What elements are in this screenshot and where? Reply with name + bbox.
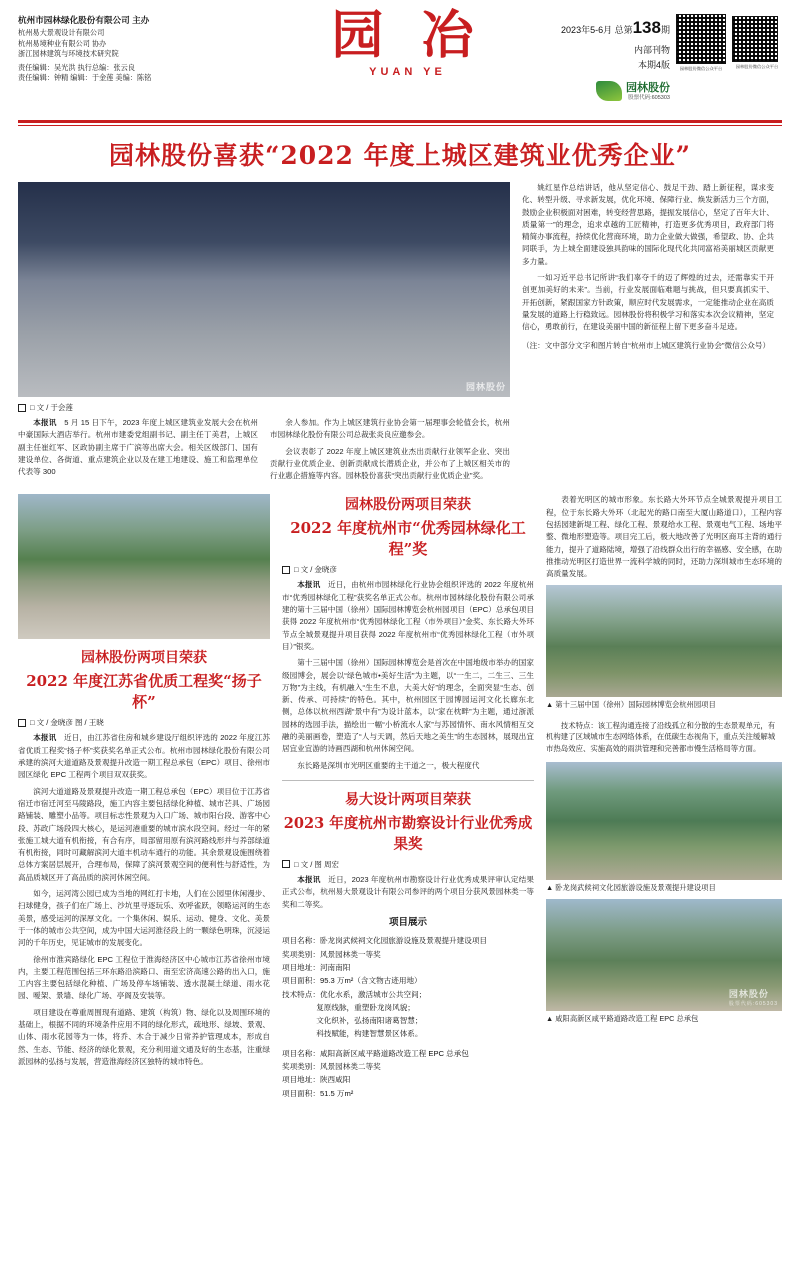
article2-title-line2: 2022 年度杭州市“优秀园林绿化工程”奖 xyxy=(290,519,526,559)
article4-byline: □ 文 / 图 周宏 xyxy=(294,859,339,869)
newspaper-pinyin: YUAN YE xyxy=(369,66,446,78)
article2-photo-caption: ▲ 第十三届中国（徐州）国际园林博览会杭州园项目 xyxy=(546,700,782,710)
newspaper-title: 园 冶 xyxy=(331,5,484,66)
publisher-line-0: 杭州市园林绿化股份有限公司 主办 xyxy=(18,15,150,25)
article2-right-para-0: 表着光明区的城市形象。东长路大外环节点全城景观提升项目工程，位于东长路大外环（北起光的路口南至大厦山路道口），工程内容包括园建新堤工程、绿化工程、景观给水工程、景观电气工程、场地平整、微地形塑造等。项目完工后，极大地改善了光明区商耳主背的通行能力，提升了道路陆境，增强了沿线群众出行的幸福感、安全感，在助推推动光明区打造世界一流科学城的同时，还助力深圳城市生态环境的高质量发展。 xyxy=(546,495,782,579)
article3-title-line2: 2022 年度江苏省优质工程奖“扬子杯” xyxy=(26,672,262,712)
article4-tech-note: 技术特点：该工程沟通连接了沿线孤立和分散的生态景观单元，有机构建了区域城市生态网络体系，在低碳生态视角下，重点关注缓解城市热岛效应、实施高效的雨洪管理和完善都市慢生活格局等方面。 xyxy=(546,720,776,754)
article4-photo2-caption: ▲ 咸阳高新区咸平路道路改造工程 EPC 总承包 xyxy=(546,1014,782,1024)
article2-para-0: 本报讯 近日，由杭州市园林绿化行业协会组织评选的 2022 年度杭州市“优秀园林绿化工程”获奖名单正式公布。杭州市园林绿化股份有限公司承建的第十三届中国（徐州）国际园林博览会杭州园项目（EPC）总承包项目获得 2022 年度杭州市“优秀园林绿化工程（市外项目）”金奖、东长路大外环节点全城景观提升项目获得 2022 年度杭州市“优秀园林绿化工程（市外项目）”银奖。 xyxy=(282,580,534,651)
article2-para-1: 第十三届中国（徐州）国际园林博览会是首次在中国地级市举办的国家级园博会，展会以“绿色城市•美好生活”为主题，以“一生二，二生三、三生万物”为主线，有机融入“生生不息，大美大好”的理念，全面突显“生态、创新、传承、可持续”的特色。其中，杭州园区于园博园运河文化长廊东北侧，总体以杭州西湖“景中有”为设计蓝本，以“家在枕畔”为主题，通过浙派园林的选园手法，描绘出一幅“小桥流水人家”与苏园情怀、南水风情相互交融的美丽画卷，塑造了“人与天调，然后天地之美生”的生态园林，展现出宜居宜业宜游的诗画西湖和杭州休闲空间。 xyxy=(282,658,534,754)
masthead-divider-thin xyxy=(18,125,782,126)
column-middle xyxy=(282,494,534,1099)
aerial-road-photo xyxy=(18,494,270,639)
masthead xyxy=(18,5,782,114)
qr-code-left-wrap xyxy=(676,14,726,72)
xianyang-road-photo xyxy=(546,899,782,1011)
article2-byline-row xyxy=(282,564,534,575)
lead-photo-caption: □ 文 / 于会莲 xyxy=(30,403,73,412)
masthead-issue-block xyxy=(547,14,782,101)
article4-title-line1: 易大设计两项目荣获 xyxy=(345,791,471,808)
qr-left-caption: 园林股份微信公众平台 xyxy=(679,66,723,72)
bullet-square-icon xyxy=(282,860,290,868)
qr-code-2-icon[interactable] xyxy=(732,16,778,62)
brand-logo xyxy=(561,81,670,101)
issue-info xyxy=(561,14,670,101)
article2-title-line1: 园林股份两项目荣获 xyxy=(345,497,471,514)
wolonggang-photo xyxy=(546,762,782,880)
lead-r-note: （注：文中部分文字和图片转自“杭州市上城区建筑行业协会”微信公众号） xyxy=(522,340,771,350)
column-right xyxy=(546,494,782,1099)
project-1-location: 项目地址：陕西咸阳 xyxy=(282,1075,351,1085)
bullet-square-icon xyxy=(18,404,26,412)
column-left xyxy=(18,494,270,1099)
qr-code-icon[interactable] xyxy=(676,14,726,64)
middle-section xyxy=(18,494,782,1099)
article2-byline: □ 文 / 金晓彦 xyxy=(294,565,337,575)
masthead-divider xyxy=(18,120,782,123)
project-0-feature: 技术特点：优化水系，激活城市公共空间； xyxy=(282,989,427,999)
article4-photo1-caption: ▲ 卧龙岗武候祠文化园旅游设施及景观提升建设项目 xyxy=(546,883,782,893)
publisher-line-4: 责任编辑：吴光洪 执行总编：张云良 xyxy=(18,62,135,72)
section-divider xyxy=(282,780,534,781)
masthead-publisher-info xyxy=(18,14,268,84)
qr-right-caption: 园林股份微信公众平台 xyxy=(735,64,779,70)
article3-byline: □ 文 / 金晓彦 图 / 王晓 xyxy=(30,718,104,728)
leaf-icon xyxy=(596,81,622,101)
lead-r-para-0: 姚红星作总结讲话，他从坚定信心、鼓足干劲、踏上新征程，谋求变化、转型升级、寻求新发展，优化环境、保障行业、焕发新活力三个方面，鼓励企业积极面对困难，转变经营思路，提振发展信心，坚定了百年大计、质量第一”的理念，追求卓越的工匠精神，打造更多优秀项目，政府部门将精简办事流程，持续优化营商环境，助力企业做大做强，希望政、协、企共同联手，为上城全面建设独具韵味的国际化现代化共同富裕美丽城区贡献更多力量。 xyxy=(522,183,774,266)
photo-watermark-2: 园林股份 股票代码:605303 xyxy=(728,989,778,1008)
projects-title: 项目展示 xyxy=(388,916,427,928)
article4-byline-row xyxy=(282,859,534,870)
article3-para-3: 徐州市淮宾路绿化 EPC 工程位于淮海经济区中心城市江苏省徐州市境内，主要工程范围包括三环东路沿滨路口、南至宏济高速公路的出入口，施工内容主要包括绿化种植、广场及停车场铺装、透水混凝土绿道、雨水花园、嗳架、景墙、绿化广场、亭阁及安装等。 xyxy=(18,954,270,1001)
project-0-name: 项目名称：卧龙岗武候祠文化园旅游设施及景观提升建设项目 xyxy=(282,936,488,946)
article3-para-2: 如今，运河湾公园已成为当地的网红打卡地，人们在公园里休闲漫步、扫球健身，孩子们在广场上、沙坑里寻逐玩乐、欢呼雀跃，领略运河的生态美景，感受运河的深厚文化。一个集休闲、娱乐、运动、健身、文化、美景于一体的城市公共空间，成为中国大运河淮径段上的一颗绿色明珠，沉浸运河的千年历史，见证城市的发展变化。 xyxy=(18,889,270,948)
issue-number: 138 xyxy=(632,18,661,37)
issue-suffix: 期 xyxy=(660,25,670,35)
lead-r-para-1: 一如习近平总书记所讲“我们辜夺千的迈了辉煌的过去，还需靠实干开创更加美好的未来”。当前，行业发展面临难题与挑战，但只要真抓实干、开拓创新，紧跟国家方针政策，顺应时代发展需求，一定能推动企业在高质量发展的道路上行稳致远。园林股份将积极学习和落实本次会议精神，坚定信心，勇敢前行，在建设美丽中国的新征程上留下更多奋斗足迹。 xyxy=(522,273,774,332)
lead-para-2: 会议表彰了 2022 年度上城区建筑业杰出贡献行业领军企业、突出贡献行业优质企业、创新贡献成长潜质企业，并公布了上城区相关市的行业惠企措施等内容。园林股份喜获“突出贡献行业优质企业”奖。 xyxy=(270,446,510,481)
article3-para-0: 本报讯 近日，由江苏省住房和城乡建设厅组织评选的 2022 年度江苏省优质工程奖“扬子杯”奖获奖名单正式公布。杭州市园林绿化股份有限公司承建的滨河大道道路及景观提升改造一期工程总承包（EPC）项目、徐州市园区绿化 EPC 工程两个项目双双获奖。 xyxy=(18,733,270,780)
brand-name: 园林股份 xyxy=(625,81,670,94)
conference-photo xyxy=(18,182,510,397)
lead-photo-byline xyxy=(18,402,510,413)
issue-pages: 本期4版 xyxy=(637,60,670,71)
project-0-location: 项目地址：河南南阳 xyxy=(282,963,351,973)
project-1-area: 项目面积：51.5 万m² xyxy=(282,1088,354,1098)
project-0-extra1: 复原线脉，重塑卧龙岗风貌； xyxy=(316,1002,415,1012)
photo-watermark-sub: 股票代码:605303 xyxy=(728,1001,778,1008)
project-0-extra2: 文化织补，弘扬南阳诸葛智慧； xyxy=(316,1016,423,1026)
brand-stock-code: 股票代码:605303 xyxy=(628,94,670,101)
lead-para-0: 本报讯 5 月 15 日下午，2023 年度上城区建筑业发展大会在杭州中豪国际大酒店举行。杭州市建委党组副书记、副主任丁美君，上城区副主任崔红军、区政协副主席于广滨等出席大会。相关区级部门、国有建设单位、各街道、重点建筑企业以及在建工地建设、施工和监理单位代表等 300 xyxy=(18,418,259,477)
article3-title-line1: 园林股份两项目荣获 xyxy=(81,650,207,667)
publisher-line-1: 杭州易大景观设计有限公司 xyxy=(18,28,105,38)
issue-internal: 内部刊物 xyxy=(633,44,670,55)
article3-byline-row xyxy=(18,717,270,728)
project-0-extra3: 科技赋能，构建智慧景区体系。 xyxy=(316,1029,423,1039)
article4-para-0: 本报讯 近日，2023 年度杭州市勘察设计行业优秀成果评审认定结果正式公布，杭州易大景观设计有限公司参评的两个项目分获风景园林类一等奖和二等奖。 xyxy=(282,874,535,909)
qr-code-right-wrap xyxy=(732,16,782,70)
publisher-line-3: 浙江园林建筑与环境技术研究院 xyxy=(18,49,119,59)
article4-title-line2: 2023 年度杭州市勘察设计行业优秀成果奖 xyxy=(283,814,533,853)
issue-date: 2023年5-6月 总第 xyxy=(561,25,633,35)
lead-left xyxy=(18,182,510,486)
publisher-line-2: 杭州易境种业有限公司 协办 xyxy=(18,38,107,48)
bullet-square-icon xyxy=(18,719,26,727)
photo-watermark: 园林股份 xyxy=(465,382,506,392)
masthead-title-block xyxy=(268,5,547,78)
project-0-area: 项目面积：95.3 万m²（含文物古迹用地） xyxy=(282,976,422,986)
lead-right xyxy=(522,182,774,486)
project-showcase xyxy=(282,915,534,1100)
lead-section xyxy=(18,182,782,486)
publisher-line-5: 责任编辑：钟精 编辑：于金莲 美编：陈铭 xyxy=(18,73,152,83)
lead-para-1: 余人参加。作为上城区建筑行业协会第一届理事会轮值会长，杭州市园林绿化股份有限公司总裁张炎良应邀参会。 xyxy=(270,418,510,440)
article3-para-4: 项目建设在尊重周围现有道路、建筑（构筑）物、绿化以及周围环境的基础上，根据不同的环境条件应用不同的绿化形式，疏地形、绿坡、景观、山体、雨水花园等为一体，将乔、木合于减少日常养护管理成本，形成自然、生态、节能、经济的绿化景观，充分利用道文通及好的生态基，注重绿派园林的弘扬与发展，营造淮海经济区独特的城市特色。 xyxy=(18,1007,270,1066)
page-title: 园林股份喜获“2022 年度上城区建筑业优秀企业” xyxy=(108,141,692,170)
project-0-award: 奖项类别：风景园林类一等奖 xyxy=(282,949,381,959)
bullet-square-icon xyxy=(282,566,290,574)
article2-para-2: 东长路是深圳市光明区重要的主干道之一，极大程度代 xyxy=(297,760,480,770)
article3-para-1: 滨河大道道路及景观提升改造一期工程总承包（EPC）项目位于江苏省宿迁市宿迁河至马陵路段，施工内容主要包括绿化种植、城市芒具、广场园路铺装、雕塑小品等。项目标志性景观为入口广场、城市阳台段、游客中心段、苏政广场段四大核心，是运河港重要的城市滨水段空间。经过一年的紧张施工城大道有机衔接，有合有序，局部留用原有滨河路线形并与养部绿道有机衔接，同时可藏解滨河大道丰机动车通行的功能。其余景观设施围绕着总体方案居层展开，合理布局，保障了滨河景观空间的便利性与舒适性，为高品质城区开了高品质的滨河休闲空间。 xyxy=(18,786,270,882)
expo-garden-photo xyxy=(546,585,782,697)
project-1-name: 项目名称：咸阳高新区咸平路道路改造工程 EPC 总承包 xyxy=(282,1048,469,1058)
project-1-award: 奖项类别：风景园林类二等奖 xyxy=(282,1061,381,1071)
